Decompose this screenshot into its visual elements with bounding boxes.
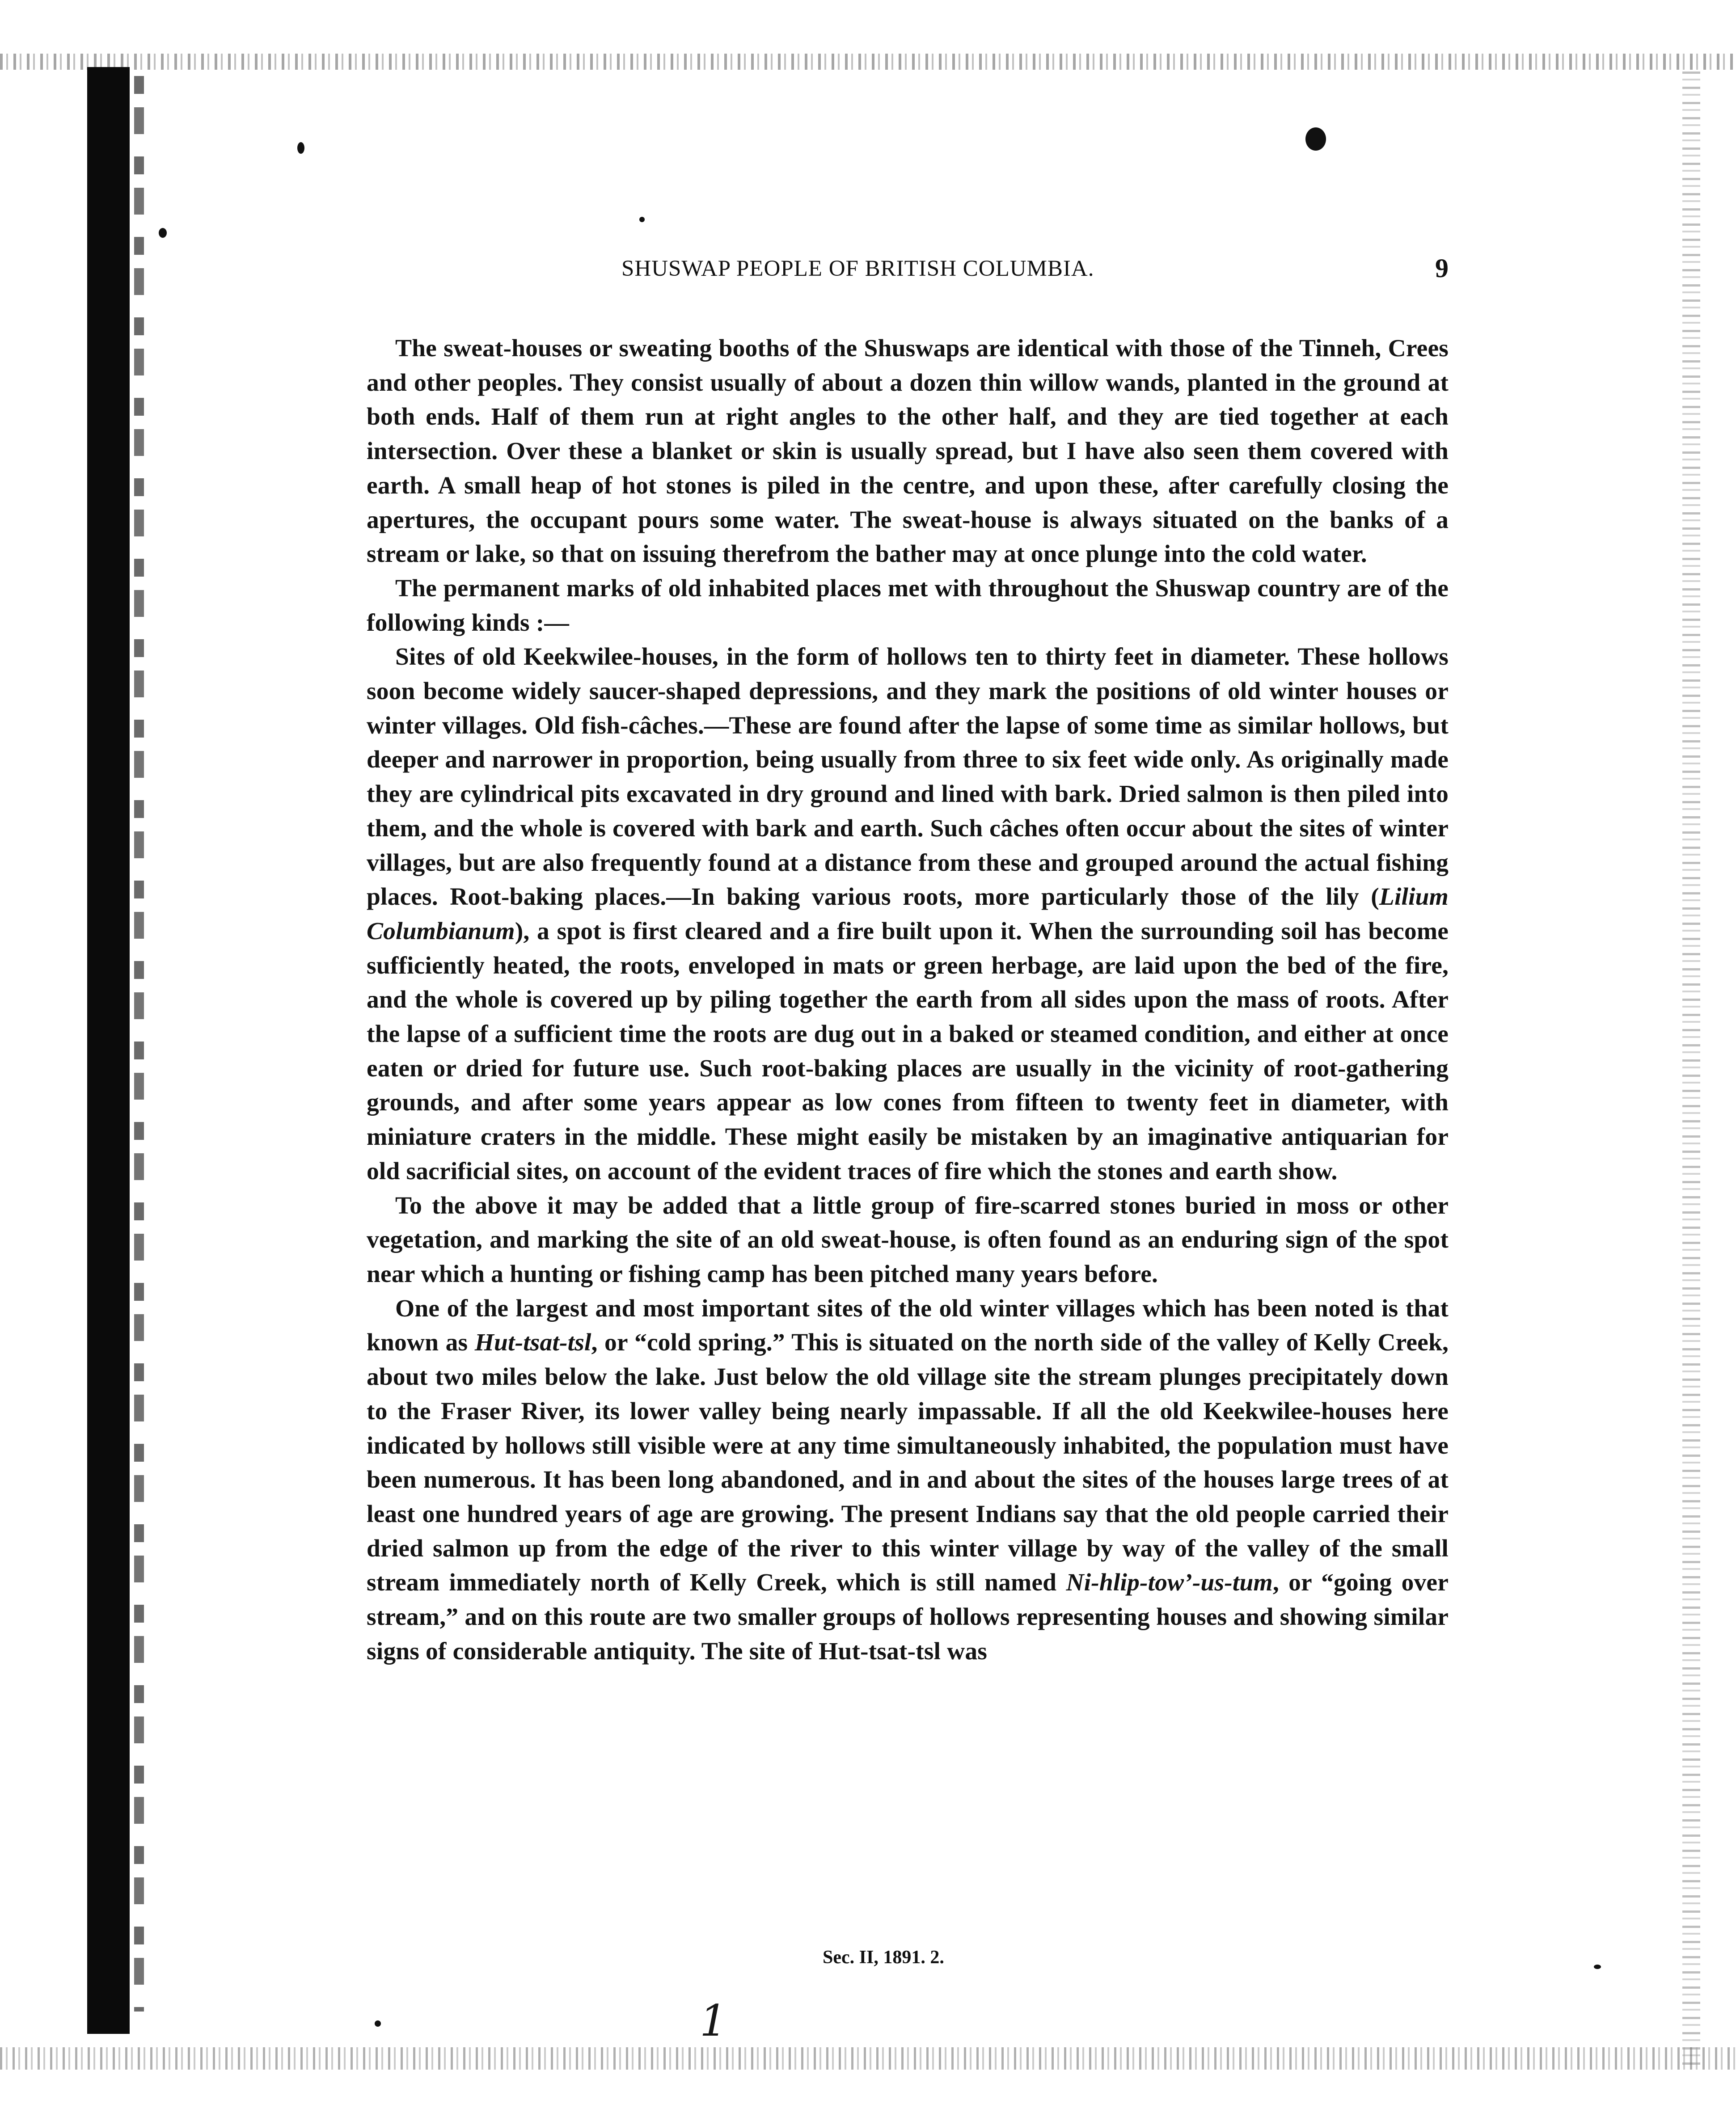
- paragraph-text: ), a spot is first cleared and a fire built upon it. When the surrounding soil has become sufficiently heated, the roots, enveloped in mats or green herbage, are laid upon the bed of the fire, and the whole is covered up by piling together the earth from all sides upon the mass of roots. After the lapse of a sufficient time the roots are dug out in a baked or steamed condition, and either at once eaten or dried for future use. Such root-baking places are usually in the vicinity of root-gathering grounds, and after some years appear as low cones from fifteen to twenty feet in diameter, with miniature craters in the middle. These might easily be mistaken by an imaginative antiquarian for old sacrificial sites, on account of the evident traces of fire which the stones and earth show.: [367, 917, 1449, 1185]
- page-number: 9: [1435, 253, 1449, 283]
- species-name: Lilium Columbianum: [367, 883, 1449, 945]
- ink-speck: [639, 217, 645, 222]
- binding-shadow: [87, 67, 130, 2034]
- paragraph-text: , or “going over stream,” and on this route are two smaller groups of hollows representing houses and showing similar signs of considerable antiquity. The site of Hut-tsat-tsl was: [367, 1569, 1449, 1665]
- scan-bottom-edge: [0, 2047, 1736, 2070]
- paragraph-sweat-houses: The sweat-houses or sweating booths of the Shuswaps are identical with those of the Tinneh, Crees and other peoples. They consist usually of about a dozen thin willow wands, planted in the ground at both ends. Half of them run at right angles to the other half, and they are tied together at each intersection. Over these a blanket or skin is usually spread, but I have also seen them covered with earth. A small heap of hot stones is piled in the centre, and upon these, after carefully closing the apertures, the occupant pours some water. The sweat-house is always situated on the banks of a stream or lake, so that on issuing therefrom the bather may at once plunge into the cold water.: [367, 335, 1449, 568]
- paragraph-sweat-house-stones: To the above it may be added that a little group of fire-scarred stones buried in moss or other vegetation, and marking the site of an old sweat-house, is often found as an enduring sign of the spot near which a hunting or fishing camp has been pitched many years before.: [367, 1192, 1449, 1288]
- ink-speck: [1305, 127, 1326, 151]
- paragraph-text: One of the largest and most important sites of the old winter villages which has been noted is that known as: [367, 1295, 1449, 1357]
- place-name-hut-tsat-tsl: Hut-tsat-tsl: [474, 1329, 591, 1357]
- running-header: [367, 253, 1449, 291]
- running-header-title: SHUSWAP PEOPLE OF BRITISH COLUMBIA.: [621, 256, 1094, 281]
- ink-speck: [375, 2020, 381, 2027]
- body-text: [367, 332, 1449, 1669]
- place-name-ni-hlip-tow-us-tum: Ni-hlip-tow’-us-tum: [1066, 1569, 1273, 1597]
- paragraph-text: Sites of old Keekwilee-houses, in the form of hollows ten to thirty feet in diameter. These hollows soon become widely saucer-shaped depressions, and they mark the positions of old winter houses or winter villages. Old fish-câches.—These are found after the lapse of some time as similar hollows, but deeper and narrower in proportion, being usually from three to six feet wide only. As originally made they are cylindrical pits excavated in dry ground and lined with bark. Dried salmon is then piled into them, and the whole is covered with bark and earth. Such câches often occur about the sites of winter villages, but are also frequently found at a distance from these and grouped around the actual fishing places. Root-baking places.—In baking various roots, more particularly those of the lily (: [367, 643, 1449, 911]
- paragraph-permanent-marks: The permanent marks of old inhabited places met with throughout the Shuswap country are of the following kinds :—: [367, 574, 1449, 637]
- ink-speck: [297, 142, 304, 154]
- paragraph-text: , or “cold spring.” This is situated on the north side of the valley of Kelly Creek, about two miles below the lake. Just below the old village site the stream plunges precipitately down to the Fraser River, its lower valley being nearly impassable. If all the old Keekwilee-houses here indicated by hollows still visible were at any time simultaneously inhabited, the population must have been numerous. It has been long abandoned, and in and about the sites of the houses large trees of at least one hundred years of age are growing. The present Indians say that the old people carried their dried salmon up from the edge of the river to this winter village by way of the valley of the small stream immediately north of Kelly Creek, which is still named: [367, 1329, 1449, 1597]
- section-signature: Sec. II, 1891. 2.: [823, 1947, 944, 1968]
- pencil-mark: 1: [700, 1996, 727, 2046]
- scan-top-edge: [0, 54, 1736, 70]
- ink-speck: [1594, 1965, 1601, 1969]
- paragraph-hut-tsat-tsl: [367, 1292, 1449, 1669]
- ink-speck: [159, 228, 167, 238]
- paragraph-sites-and-caches: [367, 640, 1449, 1189]
- binding-edge: [134, 76, 144, 2012]
- scan-right-edge: [1682, 72, 1700, 2065]
